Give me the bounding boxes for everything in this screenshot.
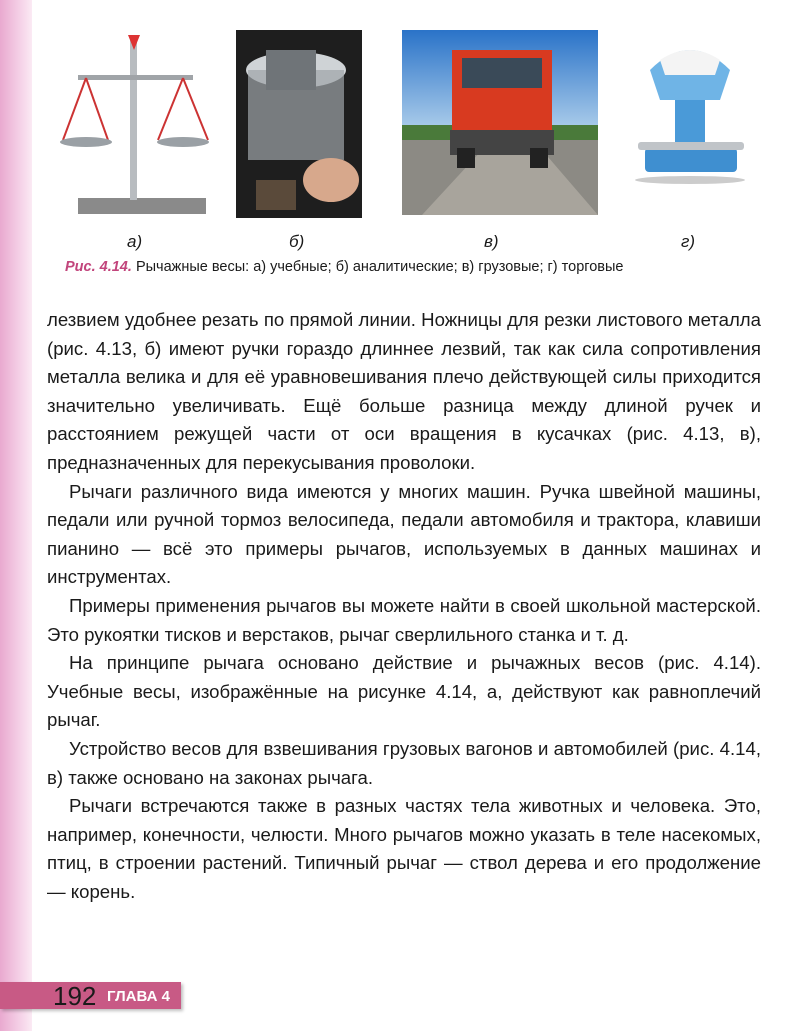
chapter-label: ГЛАВА 4 <box>107 988 170 1005</box>
paragraph: лезвием удобнее резать по прямой линии. Ножницы для резки листового металла (рис. 4.13, б) имеют ручки гораздо длиннее лезвий, так как сила сопротивления металла велика и для её уравновешивания плечо действующей силы приходится значительно увеличивать. Ещё больше разница между длиной ручек и расстоянием режущей части от оси вращения в кусачках (рис. 4.13, в), предназначенных для перекусывания проволоки. <box>47 309 761 473</box>
trade-scale-image <box>620 30 760 190</box>
figure-caption-text: Рычажные весы: а) учебные; б) аналитические; в) грузовые; г) торговые <box>135 259 624 275</box>
paragraph: Устройство весов для взвешивания грузовых вагонов и автомобилей (рис. 4.14, в) также основано на законах рычага. <box>47 737 761 788</box>
paragraph: Рычаги различного вида имеются у многих машин. Ручка швейной машины, педали или ручной тормоз велосипеда, педали автомобиля и трактора, клавиши пианино — всё это примеры рычагов, используемых в данных машинах и инструментах. <box>47 480 761 588</box>
paragraph: На принципе рычага основано действие и рычажных весов (рис. 4.14). Учебные весы, изображённые на рисунке 4.14, а, действуют как равноплечий рычаг. <box>47 652 761 731</box>
truck-scale-image <box>402 30 598 215</box>
figure-number: Рис. 4.14. <box>65 259 132 275</box>
figure-label-c: в) <box>484 232 499 251</box>
paragraph: Примеры применения рычагов вы можете найти в своей школьной мастерской. Это рукоятки тисков и верстаков, рычаг сверлильного станка и т. д. <box>47 594 761 645</box>
body-text <box>47 306 761 906</box>
educational-balance-image <box>58 30 228 225</box>
analytical-balance-image <box>236 30 362 218</box>
figure-label-a: а) <box>127 232 143 251</box>
figure-caption <box>65 259 624 275</box>
page-number: 192 <box>53 981 97 1011</box>
paragraph: Рычаги встречаются также в разных частях тела животных и человека. Это, например, конечности, челюсти. Много рычагов можно указать в теле насекомых, птиц, в строении растений. Типичный рычаг — ствол дерева и его продолжение — корень. <box>47 795 761 902</box>
figure-label-d: г) <box>681 232 696 251</box>
figure-label-b: б) <box>289 232 305 251</box>
page-edge-stripe <box>0 0 32 1031</box>
